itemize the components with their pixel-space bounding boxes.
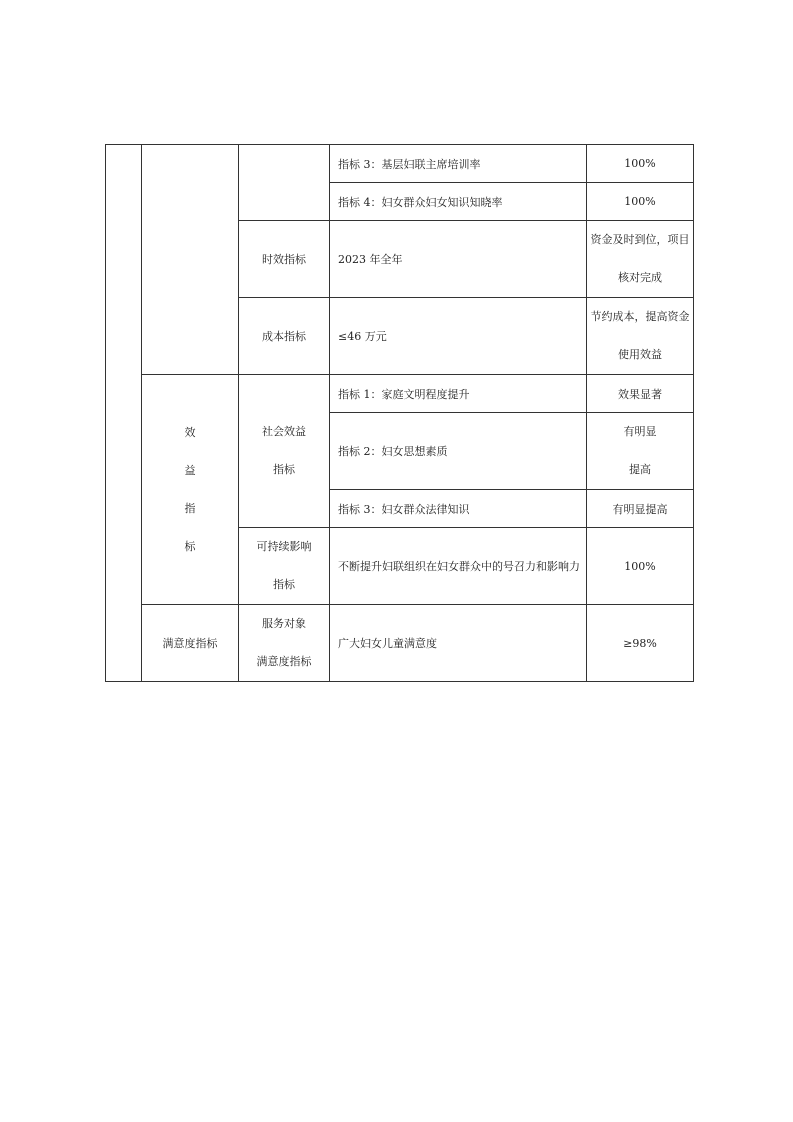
indicator-name: 指标 3：妇女群众法律知识 bbox=[330, 490, 587, 528]
benefit-indicator-char: 标 bbox=[184, 539, 196, 553]
output-indicator-cell bbox=[142, 145, 239, 375]
indicator-name: ≤46 万元 bbox=[330, 298, 587, 375]
indicator-value: 100% bbox=[587, 528, 694, 605]
category-line: 指标 bbox=[273, 578, 295, 591]
indicator-value bbox=[587, 298, 694, 375]
indicator-value-line: 提高 bbox=[629, 463, 651, 476]
secondary-indicator-sustainable bbox=[239, 528, 330, 605]
indicator-value bbox=[587, 413, 694, 490]
indicator-name: 指标 1：家庭文明程度提升 bbox=[330, 375, 587, 413]
category-line: 满意度指标 bbox=[256, 655, 312, 668]
table-row bbox=[106, 145, 694, 183]
benefit-indicator-char: 效 bbox=[184, 425, 196, 439]
category-line: 服务对象 bbox=[262, 617, 306, 630]
benefit-indicator-char: 指 bbox=[184, 501, 196, 515]
indicator-value bbox=[587, 221, 694, 298]
secondary-indicator-cost: 成本指标 bbox=[239, 298, 330, 375]
indicator-value-line: 核对完成 bbox=[618, 271, 662, 284]
benefit-indicator-group bbox=[142, 375, 239, 605]
secondary-indicator-satisfaction bbox=[239, 605, 330, 682]
category-line: 指标 bbox=[273, 463, 295, 476]
category-line: 可持续影响 bbox=[256, 540, 312, 553]
indicator-name: 指标 2：妇女思想素质 bbox=[330, 413, 587, 490]
indicator-value-line: 使用效益 bbox=[618, 348, 662, 361]
indicator-value-line: 资金及时到位，项目 bbox=[590, 233, 690, 246]
indicator-value: 效果显著 bbox=[587, 375, 694, 413]
indicator-name: 指标 3：基层妇联主席培训率 bbox=[330, 145, 587, 183]
table-row bbox=[106, 605, 694, 682]
indicator-value: ≥98% bbox=[587, 605, 694, 682]
indicator-name: 不断提升妇联组织在妇女群众中的号召力和影响力 bbox=[330, 528, 587, 605]
quality-indicator-cell bbox=[239, 145, 330, 221]
indicator-name: 广大妇女儿童满意度 bbox=[330, 605, 587, 682]
first-level-indicator-cell bbox=[106, 145, 142, 682]
indicator-value: 100% bbox=[587, 183, 694, 221]
indicator-value-line: 节约成本，提高资金 bbox=[590, 310, 690, 323]
benefit-indicator-char: 益 bbox=[184, 463, 196, 477]
indicator-name: 2023 年全年 bbox=[330, 221, 587, 298]
performance-indicator-table bbox=[105, 144, 694, 682]
indicator-value-line: 有明显 bbox=[623, 425, 657, 438]
secondary-indicator-social-benefit bbox=[239, 375, 330, 528]
indicator-value: 100% bbox=[587, 145, 694, 183]
table-row bbox=[106, 375, 694, 413]
secondary-indicator-timeliness: 时效指标 bbox=[239, 221, 330, 298]
satisfaction-indicator-group: 满意度指标 bbox=[142, 605, 239, 682]
indicator-value: 有明显提高 bbox=[587, 490, 694, 528]
category-line: 社会效益 bbox=[262, 425, 306, 438]
indicator-name: 指标 4：妇女群众妇女知识知晓率 bbox=[330, 183, 587, 221]
